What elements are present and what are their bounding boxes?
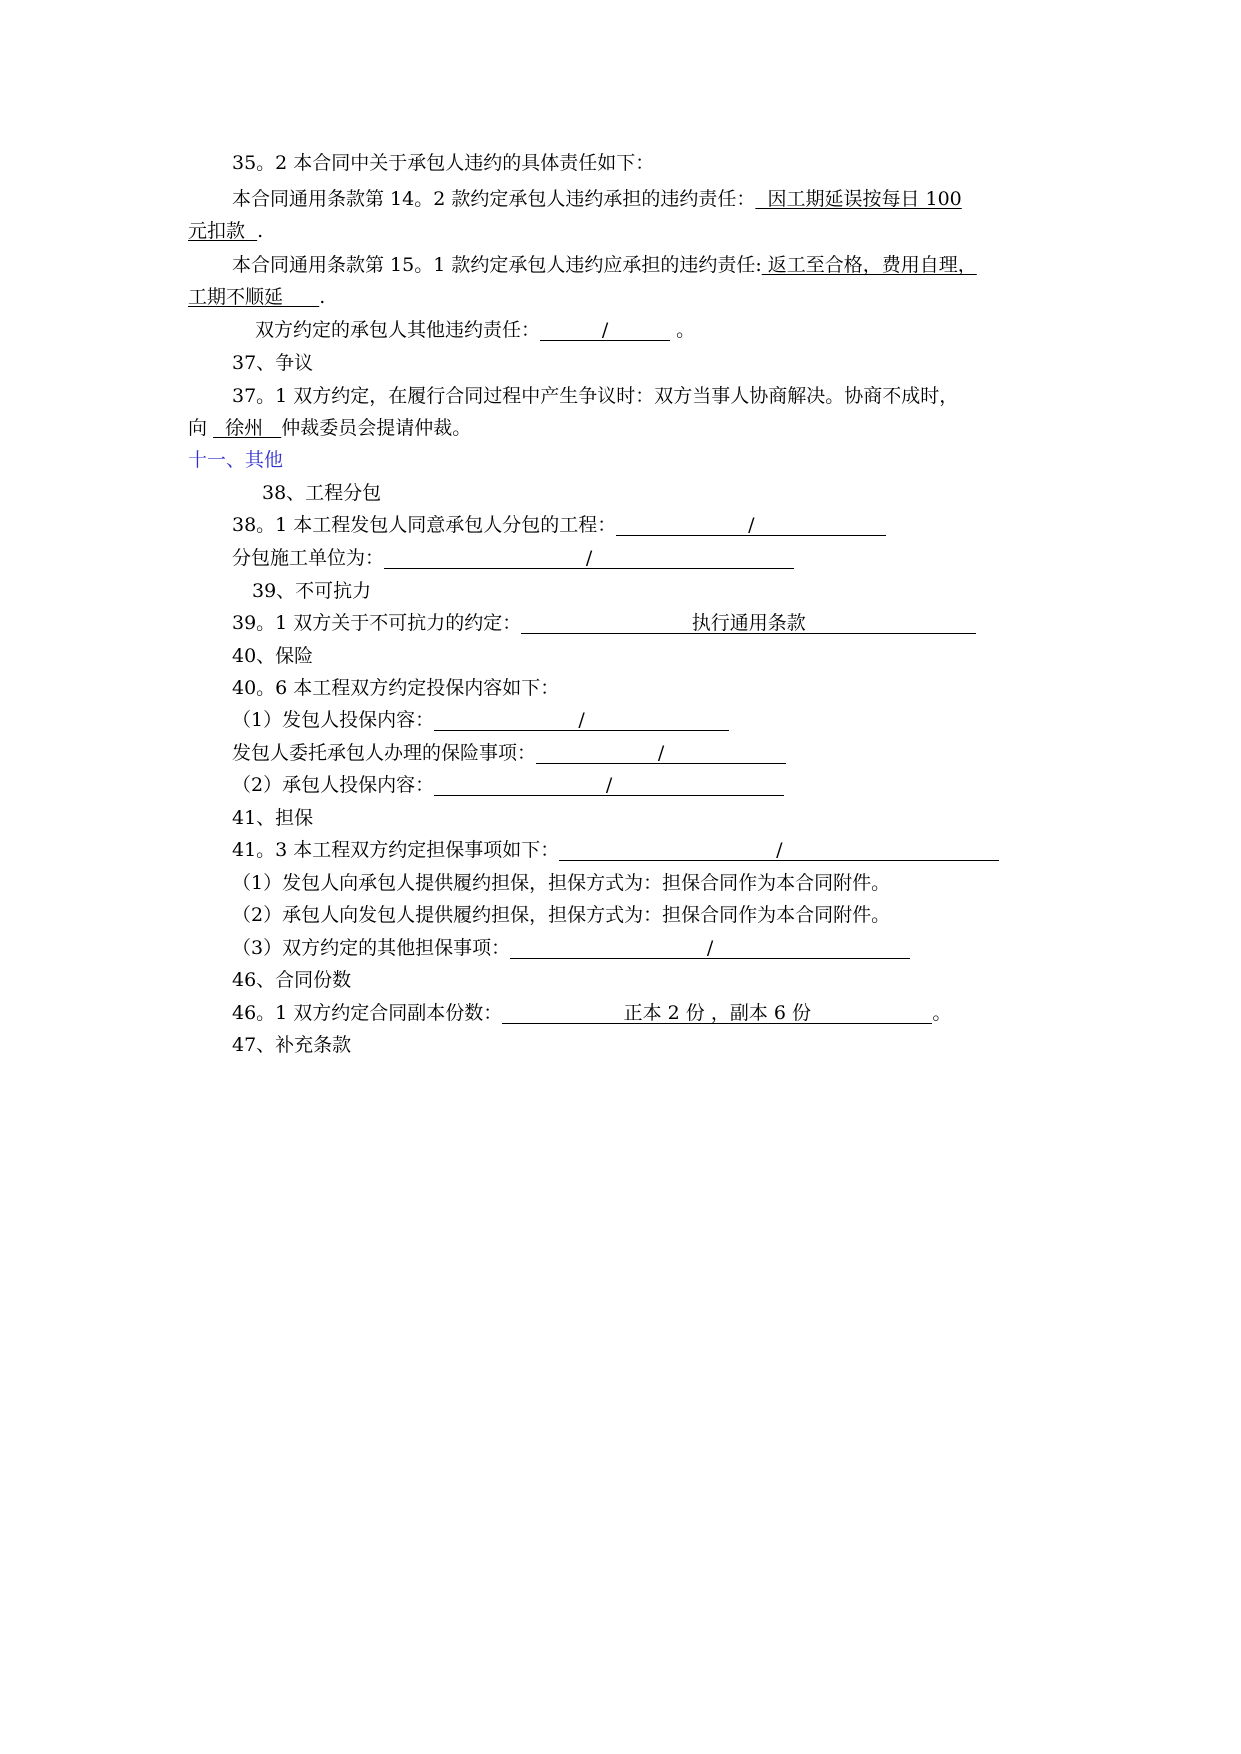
section-39: 39、不可抗力 <box>252 580 372 602</box>
clause-41-3-text: 41。3 本工程双方约定担保事项如下： <box>232 839 560 861</box>
clause-46-1-text: 46。1 双方约定合同副本份数： <box>232 1002 503 1024</box>
clause-14-2-fill: 因工期延误按每日 100 <box>755 188 962 210</box>
clause-40-6: 40。6 本工程双方约定投保内容如下： <box>232 677 560 699</box>
clause-15-1-fill: 返工至合格，费用自理， <box>761 254 977 276</box>
arbitration-post: 仲裁委员会提请仲裁。 <box>281 417 472 439</box>
section-38: 38、工程分包 <box>262 482 382 504</box>
employer-insurance-blank: / <box>434 711 729 731</box>
guarantee-other-blank: / <box>510 939 910 959</box>
clause-37-1: 37。1 双方约定，在履行合同过程中产生争议时：双方当事人协商解决。协商不成时， <box>232 385 959 407</box>
guarantee-contractor: （2）承包人向发包人提供履约担保，担保方式为：担保合同作为本合同附件。 <box>232 904 891 926</box>
subcontractor-text: 分包施工单位为： <box>232 547 385 569</box>
arbitration-pre: 向 <box>188 417 214 439</box>
clause-39-1-line <box>232 610 976 636</box>
contractor-insurance-line <box>232 772 784 798</box>
clause-39-1-fill: 执行通用条款 <box>521 614 976 634</box>
arbitration-city: 徐州 <box>213 417 282 439</box>
employer-insurance-text: （1）发包人投保内容： <box>232 709 435 731</box>
guarantee-other-line <box>232 935 910 961</box>
chapter-heading-11: 十一、其他 <box>188 449 284 471</box>
period: 。 <box>932 1002 952 1024</box>
arbitration-line <box>188 415 471 441</box>
contractor-insurance-text: （2）承包人投保内容： <box>232 774 435 796</box>
clause-15-1-fill-cont: 工期不顺延 <box>188 286 320 308</box>
guarantee-other-text: （3）双方约定的其他担保事项： <box>232 937 511 959</box>
clause-15-1-text: 本合同通用条款第 15。1 款约定承包人违约应承担的违约责任: <box>232 254 762 276</box>
clause-15-1-line <box>232 252 977 278</box>
contractor-insurance-blank: / <box>434 776 784 796</box>
clause-38-1-line <box>232 512 886 538</box>
entrusted-insurance-line <box>232 740 786 766</box>
employer-insurance-line <box>232 707 729 733</box>
clause-41-3-blank: / <box>559 841 999 861</box>
clause-46-1-line <box>232 1000 951 1026</box>
clause-35-2: 35。2 本合同中关于承包人违约的具体责任如下： <box>232 152 655 174</box>
guarantee-employer: （1）发包人向承包人提供履约担保，担保方式为：担保合同作为本合同附件。 <box>232 872 891 894</box>
period: 。 <box>676 319 696 341</box>
copies-fill: 正本 2 份 ，副本 6 份 <box>502 1004 932 1024</box>
entrusted-insurance-text: 发包人委托承包人办理的保险事项： <box>232 742 537 764</box>
clause-14-2-cont <box>188 218 263 244</box>
period: . <box>257 220 264 242</box>
section-46: 46、合同份数 <box>232 969 352 991</box>
section-37: 37、争议 <box>232 352 314 374</box>
clause-38-1-text: 38。1 本工程发包人同意承包人分包的工程： <box>232 514 617 536</box>
clause-41-3-line <box>232 837 999 863</box>
clause-15-1-cont <box>188 284 325 310</box>
clause-38-1-blank: / <box>616 516 886 536</box>
other-liability-blank: / <box>540 321 670 341</box>
entrusted-insurance-blank: / <box>536 744 786 764</box>
other-liability-line <box>255 317 695 343</box>
clause-14-2-line <box>232 186 962 212</box>
section-47: 47、补充条款 <box>232 1034 352 1056</box>
section-40: 40、保险 <box>232 645 314 667</box>
subcontractor-blank: / <box>384 549 794 569</box>
section-41: 41、担保 <box>232 807 314 829</box>
subcontractor-line <box>232 545 794 571</box>
other-liability-text: 双方约定的承包人其他违约责任： <box>255 319 541 341</box>
clause-14-2-text: 本合同通用条款第 14。2 款约定承包人违约承担的违约责任： <box>232 188 756 210</box>
clause-39-1-text: 39。1 双方关于不可抗力的约定： <box>232 612 522 634</box>
period: . <box>319 286 326 308</box>
clause-14-2-fill-cont: 元扣款 <box>188 220 258 242</box>
